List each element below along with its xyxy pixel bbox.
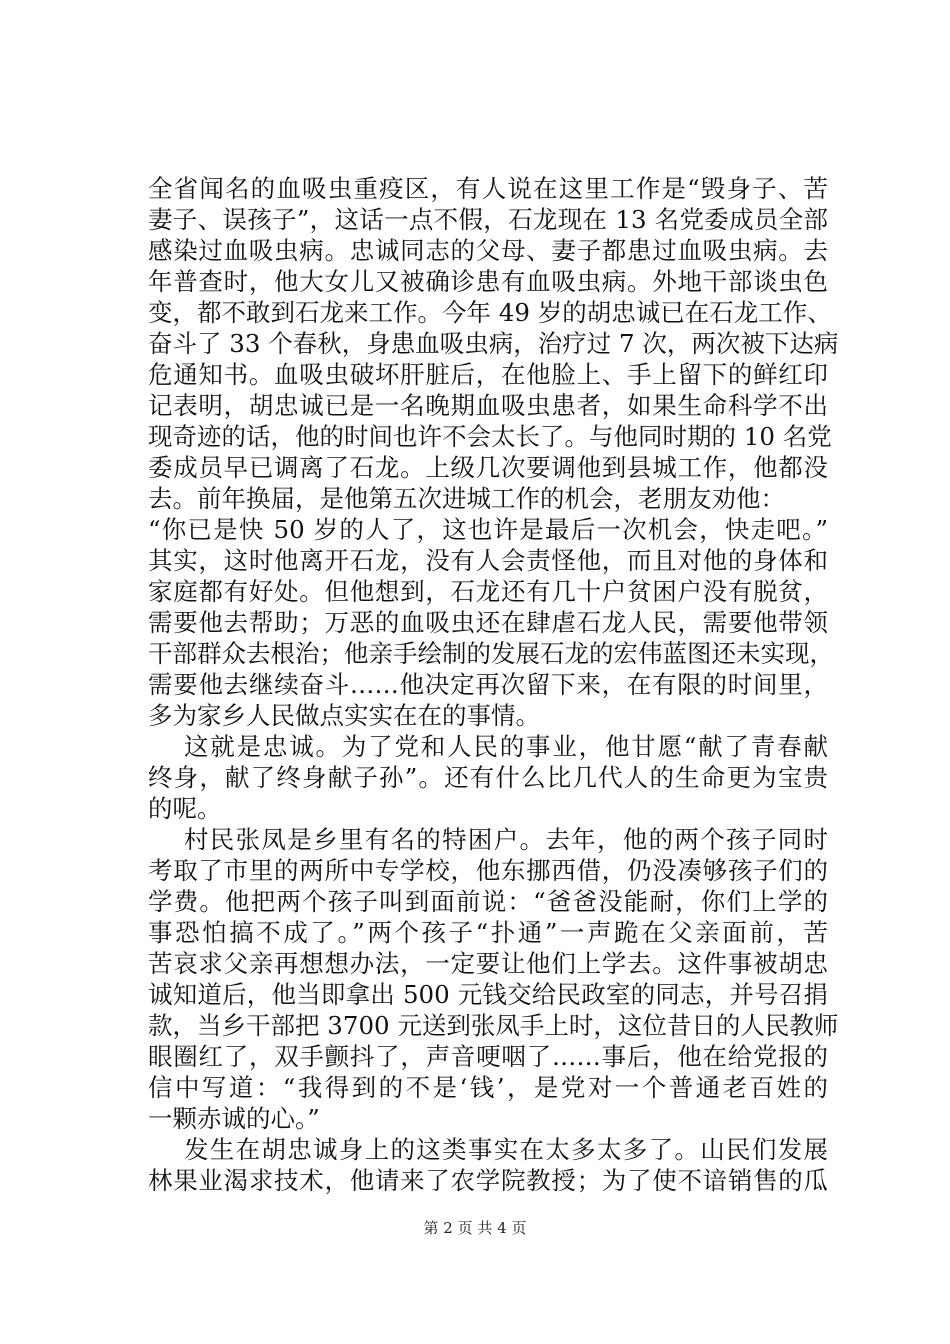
text-line: 终身，献了终身献子孙”。还有什么比几代人的生命更为宝贵 [148,763,828,792]
text-line: 一颗赤诚的心。” [148,1104,320,1133]
text-line: 多为家乡人民做点实实在在的事情。 [148,701,540,730]
text-line: 干部群众去根治；他亲手绘制的发展石龙的宏伟蓝图还未实现， [148,639,834,668]
text-line: 年普查时，他大女儿又被确诊患有血吸虫病。外地干部谈虫色 [148,267,828,296]
text-line: 其实，这时他离开石龙，没有人会责怪他，而且对他的身体和 [148,546,828,575]
page-footer: 第 2 页 共 4 页 [423,1219,527,1237]
text-line: 考取了市里的两所中专学校，他东挪西借，仍没凑够孩子们的 [148,856,828,885]
text-line: 家庭都有好处。但他想到，石龙还有几十户贫困户没有脱贫， [148,577,828,606]
text-line: 学费。他把两个孩子叫到面前说：“爸爸没能耐，你们上学的 [148,887,828,916]
text-line: 变，都不敢到石龙来工作。今年 49 岁的胡忠诚已在石龙工作、 [148,298,832,327]
text-line: 林果业渴求技术，他请来了农学院教授；为了使不谙销售的瓜 [148,1166,828,1195]
text-line: 现奇迹的话，他的时间也许不会太长了。与他同时期的 10 名党 [148,422,832,451]
text-line: 事恐怕搞不成了。”两个孩子“扑通”一声跪在父亲面前，苦 [148,918,828,947]
text-line: 需要他去帮助；万恶的血吸虫还在肆虐石龙人民，需要他带领 [148,608,828,637]
paragraph-first-line: 发生在胡忠诚身上的这类事实在太多太多了。山民们发展 [184,1135,828,1164]
text-line: 需要他去继续奋斗……他决定再次留下来，在有限的时间里， [148,670,828,699]
text-line: 诚知道后，他当即拿出 500 元钱交给民政室的同志，并号召捐 [148,980,828,1009]
text-line: 信中写道：“我得到的不是‘钱’，是党对一个普通老百姓的 [148,1073,828,1102]
text-line: 妻子、误孩子”，这话一点不假，石龙现在 13 名党委成员全部 [148,205,828,234]
text-line: 奋斗了 33 个春秋，身患血吸虫病，治疗过 7 次，两次被下达病 [148,329,839,358]
text-line: 苦哀求父亲再想想办法，一定要让他们上学去。这件事被胡忠 [148,949,828,978]
text-line: 眼圈红了，双手颤抖了，声音哽咽了……事后，他在给党报的 [148,1042,828,1071]
paragraph-first-line: 村民张凤是乡里有名的特困户。去年，他的两个孩子同时 [184,825,828,854]
text-line: 全省闻名的血吸虫重疫区，有人说在这里工作是“毁身子、苦 [148,174,828,203]
text-line: “你已是快 50 岁的人了，这也许是最后一次机会，快走吧。” [148,515,828,544]
text-line: 去。前年换届，是他第五次进城工作的机会，老朋友劝他： [148,484,785,513]
paragraph-first-line: 这就是忠诚。为了党和人民的事业，他甘愿“献了青春献 [184,732,828,761]
text-line: 的呢。 [148,794,222,823]
text-line: 委成员早已调离了石龙。上级几次要调他到县城工作，他都没 [148,453,828,482]
text-line: 款，当乡干部把 3700 元送到张凤手上时，这位昔日的人民教师 [148,1011,839,1040]
text-line: 危通知书。血吸虫破坏肝脏后，在他脸上、手上留下的鲜红印 [148,360,828,389]
text-line: 感染过血吸虫病。忠诚同志的父母、妻子都患过血吸虫病。去 [148,236,828,265]
text-line: 记表明，胡忠诚已是一名晚期血吸虫患者，如果生命科学不出 [148,391,828,420]
